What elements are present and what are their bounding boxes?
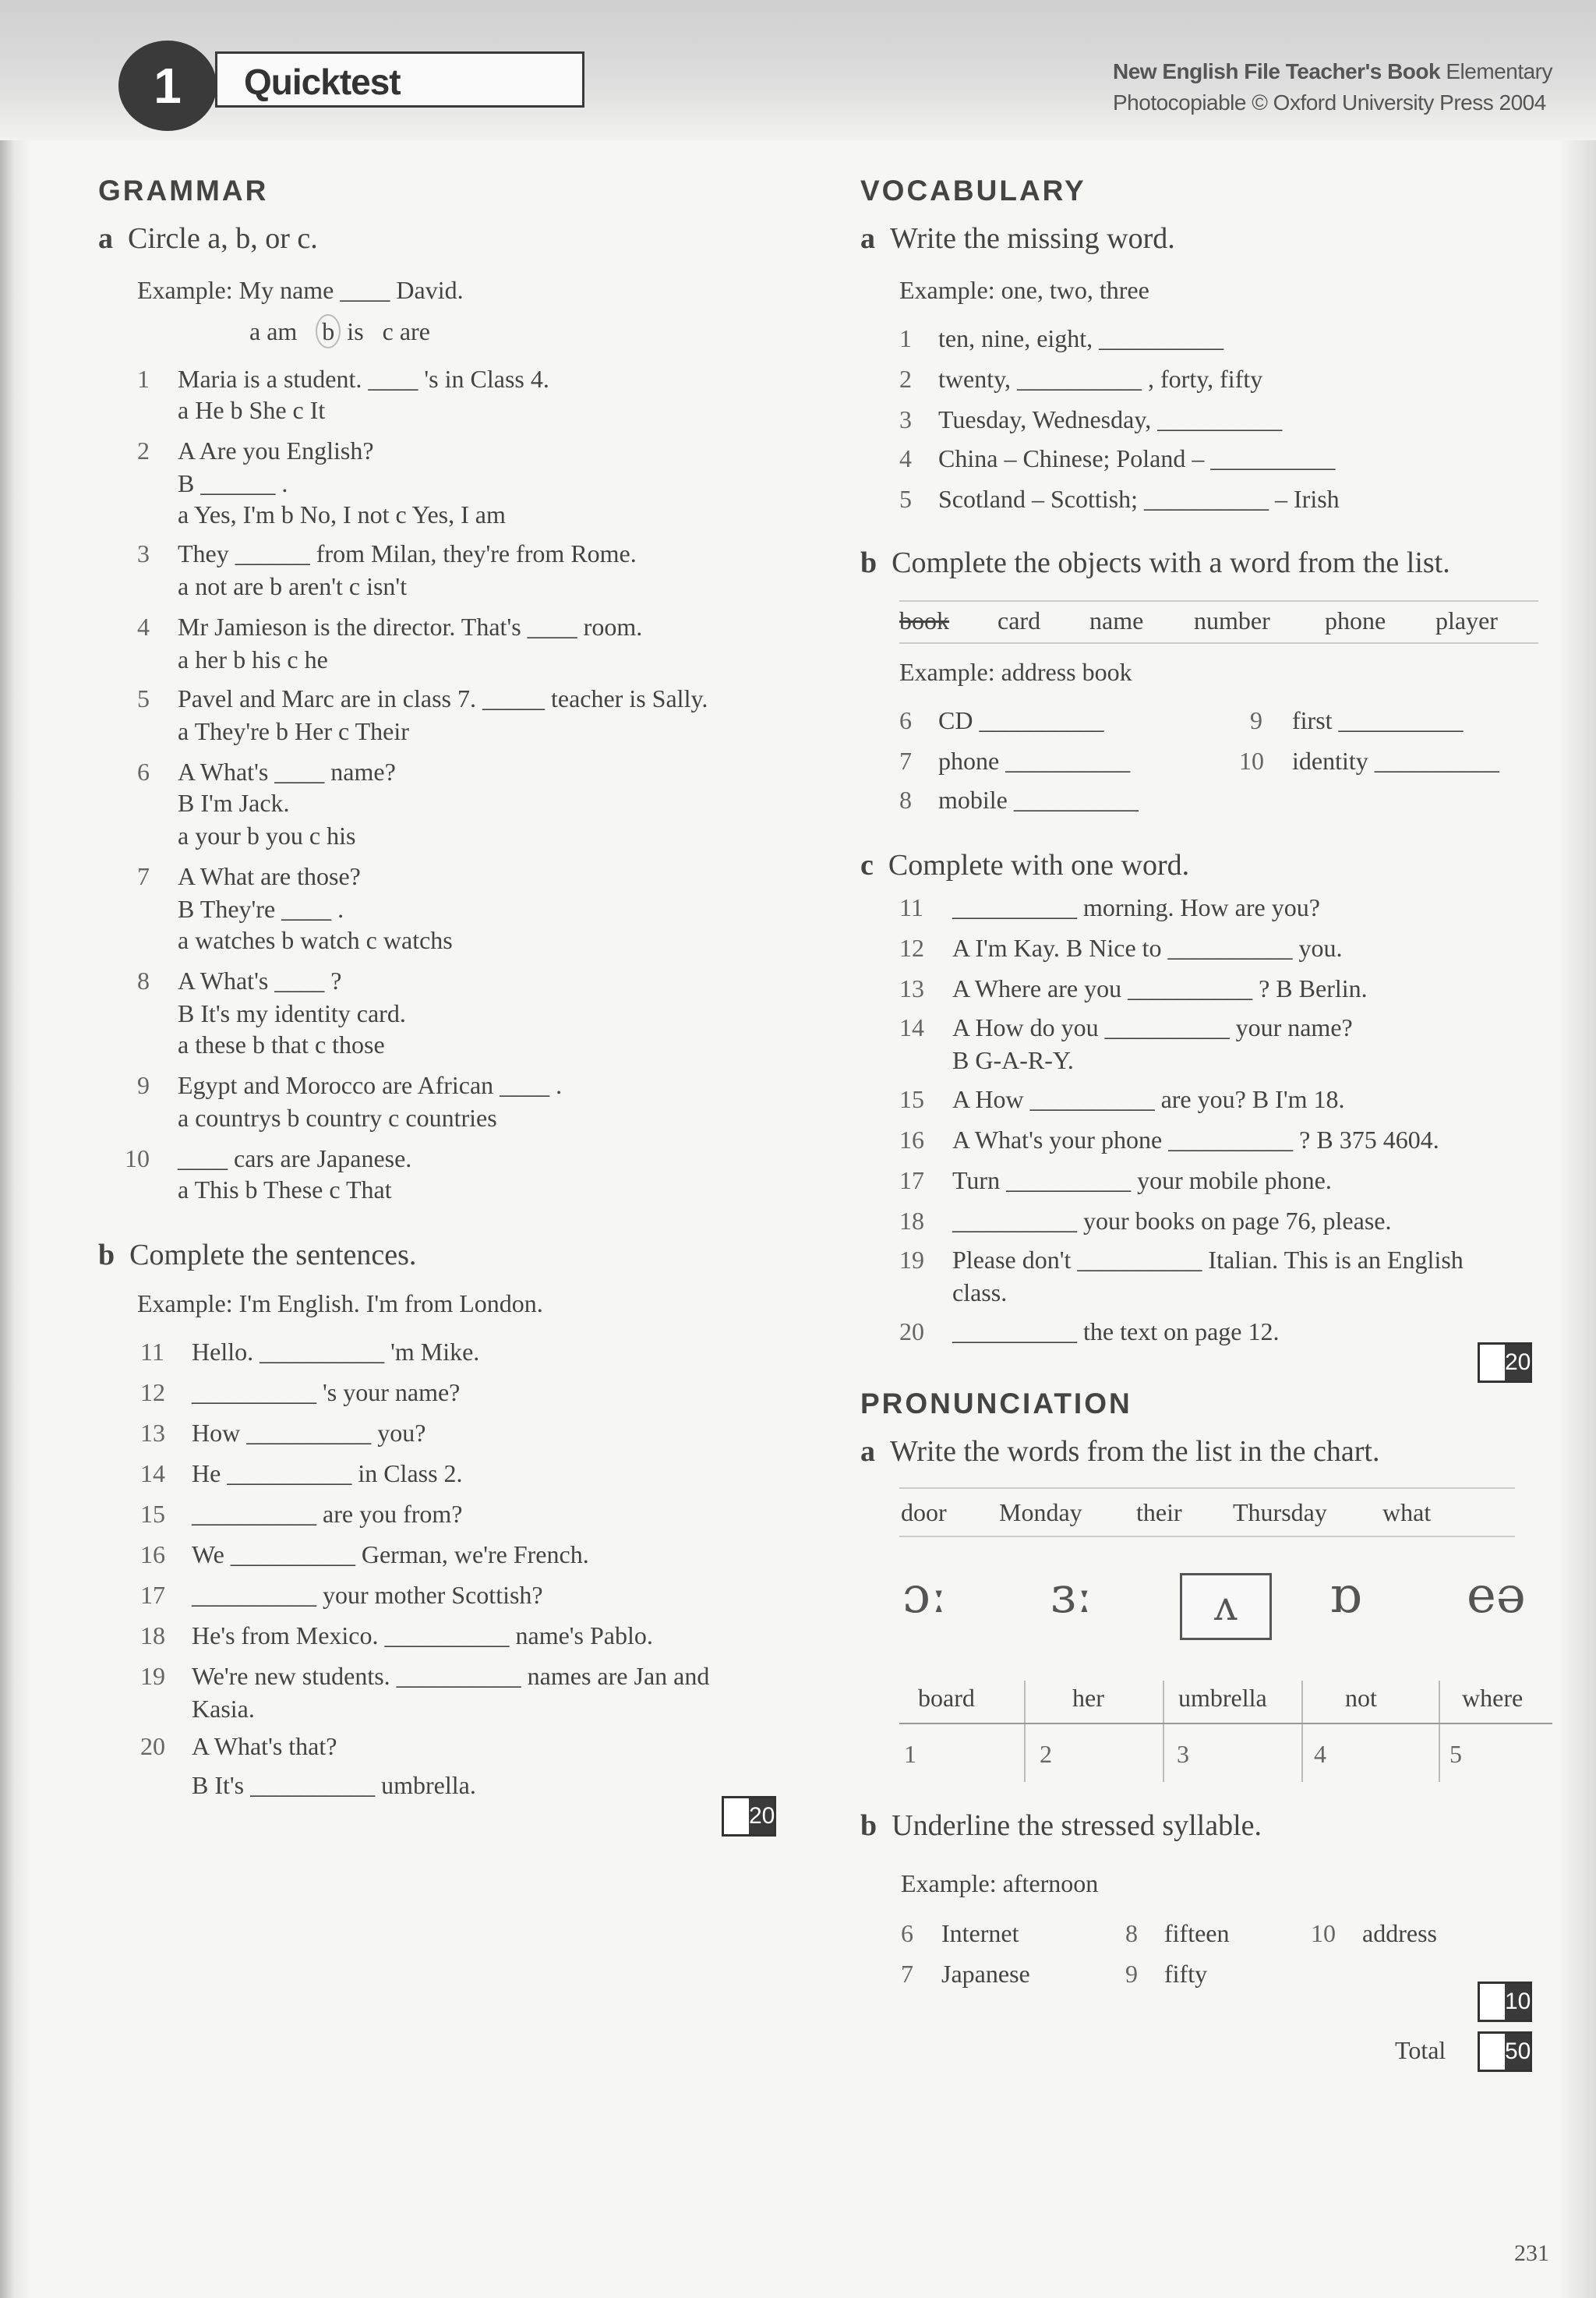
vocab-b-example: Example: address book xyxy=(899,658,1132,686)
grammar-example: Example: My name ____ David. xyxy=(137,276,464,304)
vocab-b-instruction xyxy=(860,547,1450,578)
instruction-text: Write the words from the list in the chart. xyxy=(890,1435,1380,1468)
chart-word: not xyxy=(1345,1684,1377,1712)
item-question: Pavel and Marc are in class 7. _____ teacher is Sally. xyxy=(178,684,708,712)
item-number: 13 xyxy=(140,1419,165,1447)
item-number: 1 xyxy=(137,365,150,393)
score-max: 20 xyxy=(1505,1345,1530,1381)
item-sentence: Please don't __________ Italian. This is an English xyxy=(952,1246,1464,1274)
item-sentence: A What's your phone __________ ? B 375 4604. xyxy=(952,1126,1439,1154)
item-number: 16 xyxy=(899,1126,924,1154)
item-number: 20 xyxy=(140,1732,165,1760)
page-number: 231 xyxy=(1514,2240,1549,2266)
item-number: 8 xyxy=(1125,1919,1138,1947)
item-sentence: A How do you __________ your name? xyxy=(952,1013,1353,1041)
word: Monday xyxy=(999,1498,1082,1526)
item-question: They ______ from Milan, they're from Rome. xyxy=(178,539,637,567)
word: Thursday xyxy=(1233,1498,1327,1526)
item-word: fifteen xyxy=(1164,1919,1230,1947)
item-sentence: A I'm Kay. B Nice to __________ you. xyxy=(952,934,1343,962)
grammar-heading: GRAMMAR xyxy=(98,175,269,207)
item-sentence: We're new students. __________ names are Jan and xyxy=(192,1662,710,1690)
item-options: a your b you c his xyxy=(178,822,356,850)
item-number: 13 xyxy=(899,974,924,1002)
chart-row-divider xyxy=(899,1723,1552,1724)
option-b-letter: b xyxy=(322,317,335,345)
chart-answer-number: 2 xyxy=(1040,1740,1052,1768)
item-sentence: __________ the text on page 12. xyxy=(952,1317,1280,1345)
item-number: 15 xyxy=(140,1500,165,1528)
section-letter: b xyxy=(860,546,877,579)
item-sentence: ten, nine, eight, __________ xyxy=(938,324,1224,352)
item-options: a her b his c he xyxy=(178,645,328,673)
vocabulary-score-box xyxy=(1478,1342,1532,1383)
item-number: 14 xyxy=(140,1459,165,1487)
score-max: 20 xyxy=(749,1798,774,1834)
item-sentence: __________ 's your name? xyxy=(192,1378,461,1406)
instruction-text: Write the missing word. xyxy=(890,222,1175,255)
chart-column-divider xyxy=(1439,1681,1440,1782)
grammar-a-instruction xyxy=(98,223,318,254)
item-question: A What are those? xyxy=(178,862,361,890)
item-number: 6 xyxy=(137,758,150,786)
item-sentence: __________ are you from? xyxy=(192,1500,463,1528)
item-sentence-line2: class. xyxy=(952,1278,1008,1306)
item-number: 8 xyxy=(137,967,150,995)
pronunciation-score-box xyxy=(1478,1982,1532,2022)
quicktest-number-badge: 1 xyxy=(118,41,217,131)
item-sentence: CD __________ xyxy=(938,706,1104,734)
word: number xyxy=(1194,606,1270,635)
vocab-a-instruction xyxy=(860,223,1175,254)
item-number: 2 xyxy=(899,365,912,393)
section-letter: b xyxy=(860,1809,877,1842)
item-sentence: __________ your mother Scottish? xyxy=(192,1581,543,1609)
item-options: a watches b watch c watchs xyxy=(178,926,453,954)
item-question: Egypt and Morocco are African ____ . xyxy=(178,1071,563,1099)
section-letter: c xyxy=(860,849,874,882)
symbol-text: ʌ xyxy=(1214,1583,1238,1630)
option-a: a am xyxy=(249,317,298,345)
item-sentence: __________ morning. How are you? xyxy=(952,893,1320,921)
pron-b-instruction xyxy=(860,1810,1262,1841)
item-number: 5 xyxy=(137,684,150,712)
item-number: 7 xyxy=(137,862,150,890)
section-letter: b xyxy=(98,1239,115,1271)
pron-a-instruction xyxy=(860,1436,1379,1467)
vocab-a-example: Example: one, two, three xyxy=(899,276,1149,304)
item-question-line2: B ______ . xyxy=(178,469,288,497)
item-sentence: mobile __________ xyxy=(938,786,1139,814)
item-number: 18 xyxy=(899,1207,924,1235)
item-number: 16 xyxy=(140,1540,165,1568)
item-sentence: China – Chinese; Poland – __________ xyxy=(938,444,1336,472)
score-max: 10 xyxy=(1505,1984,1530,2020)
item-number: 17 xyxy=(140,1581,165,1609)
item-options: a countrys b country c countries xyxy=(178,1104,497,1132)
item-number: 10 xyxy=(125,1144,150,1172)
header-credits xyxy=(1113,56,1552,118)
item-options: a these b that c those xyxy=(178,1031,385,1059)
item-number: 4 xyxy=(899,444,912,472)
item-sentence: Scotland – Scottish; __________ – Irish xyxy=(938,485,1340,513)
chart-word: umbrella xyxy=(1178,1684,1267,1712)
item-number: 6 xyxy=(899,706,912,734)
item-number: 11 xyxy=(899,893,923,921)
item-number: 9 xyxy=(1125,1960,1138,1988)
section-letter: a xyxy=(860,222,875,255)
item-sentence: __________ your books on page 76, please. xyxy=(952,1207,1392,1235)
item-options: a This b These c That xyxy=(178,1176,392,1204)
item-number: 1 xyxy=(899,324,912,352)
item-question: A What's ____ ? xyxy=(178,967,342,995)
item-question: A Are you English? xyxy=(178,437,374,465)
chart-column-divider xyxy=(1301,1681,1303,1782)
section-letter: a xyxy=(860,1435,875,1468)
item-number: 8 xyxy=(899,786,912,814)
sound-symbol-not: ɒ xyxy=(1329,1567,1361,1625)
item-number: 12 xyxy=(140,1378,165,1406)
book-title: New English File xyxy=(1113,59,1280,83)
item-sentence: He's from Mexico. __________ name's Pablo. xyxy=(192,1621,653,1649)
chart-word: where xyxy=(1462,1684,1524,1712)
item-number: 11 xyxy=(140,1338,164,1366)
section-letter: a xyxy=(98,222,113,255)
item-sentence-line2: B It's __________ umbrella. xyxy=(192,1771,476,1799)
item-sentence: identity __________ xyxy=(1292,747,1499,775)
item-question: Mr Jamieson is the director. That's ____ room. xyxy=(178,613,643,641)
item-number: 9 xyxy=(137,1071,150,1099)
item-sentence: Turn __________ your mobile phone. xyxy=(952,1166,1332,1194)
item-sentence: A What's that? xyxy=(192,1732,337,1760)
item-sentence: A How __________ are you? B I'm 18. xyxy=(952,1085,1345,1113)
item-sentence: phone __________ xyxy=(938,747,1131,775)
item-sentence: He __________ in Class 2. xyxy=(192,1459,463,1487)
item-number: 9 xyxy=(1250,706,1262,734)
item-word: fifty xyxy=(1164,1960,1208,1988)
item-sentence: We __________ German, we're French. xyxy=(192,1540,589,1568)
sound-symbol-where: eə xyxy=(1467,1567,1526,1625)
book-subtitle: Teacher's Book xyxy=(1285,59,1441,83)
divider xyxy=(899,1536,1515,1537)
item-number: 5 xyxy=(899,485,912,513)
word: card xyxy=(998,606,1041,635)
instruction-text: Circle a, b, or c. xyxy=(128,222,318,255)
option-b: is xyxy=(347,317,364,345)
item-question: A What's ____ name? xyxy=(178,758,396,786)
grammar-example-options xyxy=(249,314,430,348)
pronunciation-heading: PRONUNCIATION xyxy=(860,1388,1132,1419)
item-question-line2: B It's my identity card. xyxy=(178,999,406,1027)
sound-symbol-umbrella xyxy=(1180,1573,1272,1640)
pron-b-example: Example: afternoon xyxy=(901,1869,1099,1897)
item-number: 20 xyxy=(899,1317,924,1345)
word: what xyxy=(1382,1498,1432,1526)
item-number: 12 xyxy=(899,934,924,962)
item-sentence: twenty, __________ , forty, fifty xyxy=(938,365,1263,393)
item-question-line2: B I'm Jack. xyxy=(178,789,290,817)
item-sentence: How __________ you? xyxy=(192,1419,426,1447)
divider xyxy=(899,1487,1515,1489)
item-number: 7 xyxy=(901,1960,913,1988)
chart-answer-number: 5 xyxy=(1449,1740,1462,1768)
circled-option xyxy=(316,314,341,348)
item-word: address xyxy=(1362,1919,1437,1947)
chart-column-divider xyxy=(1163,1681,1164,1782)
item-number: 19 xyxy=(899,1246,924,1274)
instruction-text: Complete the sentences. xyxy=(129,1239,417,1271)
grammar-score-box xyxy=(722,1796,776,1837)
item-question: ____ cars are Japanese. xyxy=(178,1144,412,1172)
item-options: a They're b Her c Their xyxy=(178,717,409,745)
item-sentence-line2: B G-A-R-Y. xyxy=(952,1046,1074,1074)
item-number: 6 xyxy=(901,1919,913,1947)
instruction-text: Complete the objects with a word from the list. xyxy=(892,546,1450,579)
chart-answer-number: 4 xyxy=(1314,1740,1326,1768)
item-number: 10 xyxy=(1311,1919,1336,1947)
quicktest-title: Quicktest xyxy=(215,51,584,108)
item-question-line2: B They're ____ . xyxy=(178,895,344,923)
copyright-line: Photocopiable © Oxford University Press 2004 xyxy=(1113,90,1546,115)
total-score-box xyxy=(1478,2031,1532,2072)
grammar-b-instruction xyxy=(98,1239,416,1271)
instruction-text: Underline the stressed syllable. xyxy=(892,1809,1262,1842)
vocabulary-heading: VOCABULARY xyxy=(860,175,1086,207)
item-number: 15 xyxy=(899,1085,924,1113)
item-sentence: A Where are you __________ ? B Berlin. xyxy=(952,974,1368,1002)
score-total: 50 xyxy=(1505,2034,1530,2070)
item-sentence: Hello. __________ 'm Mike. xyxy=(192,1338,480,1366)
chart-word: her xyxy=(1072,1684,1104,1712)
item-options: a not are b aren't c isn't xyxy=(178,572,408,600)
book-level: Elementary xyxy=(1446,59,1552,83)
item-sentence: Tuesday, Wednesday, __________ xyxy=(938,405,1283,433)
item-number: 2 xyxy=(137,437,150,465)
item-word: Japanese xyxy=(941,1960,1030,1988)
item-sentence-line2: Kasia. xyxy=(192,1695,255,1723)
divider xyxy=(899,600,1538,602)
item-number: 14 xyxy=(899,1013,924,1041)
total-label: Total xyxy=(1395,2036,1446,2064)
word-crossed-out: book xyxy=(899,606,949,635)
instruction-text: Complete with one word. xyxy=(888,849,1190,882)
word: phone xyxy=(1325,606,1386,635)
item-word: Internet xyxy=(941,1919,1019,1947)
chart-word: board xyxy=(918,1684,975,1712)
divider xyxy=(899,642,1538,644)
item-sentence: first __________ xyxy=(1292,706,1464,734)
sound-symbol-board: ɔː xyxy=(902,1567,948,1625)
chart-answer-number: 1 xyxy=(904,1740,916,1768)
item-question: Maria is a student. ____ 's in Class 4. xyxy=(178,365,549,393)
chart-column-divider xyxy=(1024,1681,1026,1782)
item-options: a He b She c It xyxy=(178,396,326,424)
item-number: 10 xyxy=(1239,747,1264,775)
item-number: 19 xyxy=(140,1662,165,1690)
item-options: a Yes, I'm b No, I not c Yes, I am xyxy=(178,500,506,529)
word: player xyxy=(1435,606,1498,635)
item-number: 3 xyxy=(899,405,912,433)
vocab-c-instruction xyxy=(860,850,1189,881)
chart-answer-number: 3 xyxy=(1177,1740,1189,1768)
item-number: 3 xyxy=(137,539,150,567)
item-number: 17 xyxy=(899,1166,924,1194)
word: name xyxy=(1089,606,1144,635)
item-number: 4 xyxy=(137,613,150,641)
item-number: 18 xyxy=(140,1621,165,1649)
sound-symbol-her: ɜː xyxy=(1050,1567,1093,1625)
word: their xyxy=(1136,1498,1182,1526)
option-c: c are xyxy=(382,317,430,345)
item-number: 7 xyxy=(899,747,912,775)
grammar-b-example: Example: I'm English. I'm from London. xyxy=(137,1289,543,1317)
word: door xyxy=(901,1498,947,1526)
